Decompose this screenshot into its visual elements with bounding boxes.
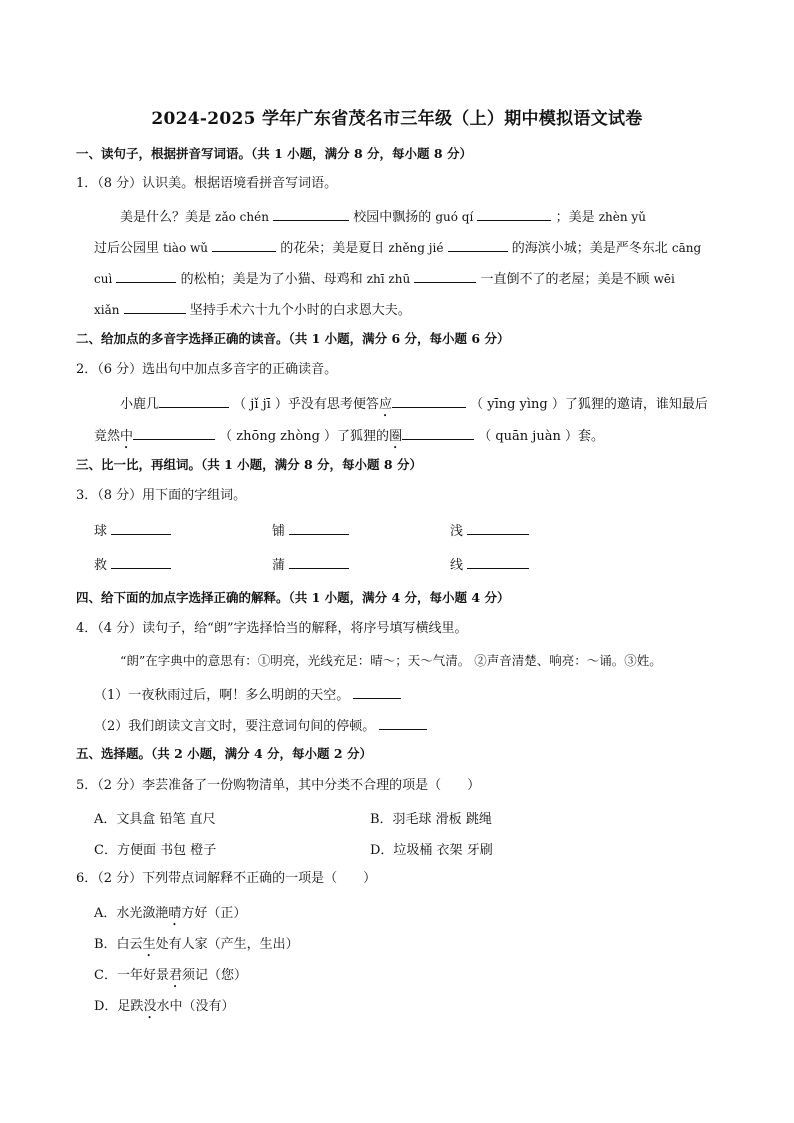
section-2-heading: 二、给加点的多音字选择正确的读音。（共 1 小题，满分 6 分，每小题 6 分） (76, 331, 510, 346)
pinyin: cāng (671, 241, 702, 255)
answer-blank[interactable] (111, 554, 171, 569)
pinyin: zhī zhū (366, 272, 411, 286)
q1-line-1 (120, 206, 646, 227)
dotted-char: 中 (120, 429, 134, 444)
q1-text: 的海滨小城；美是严冬东北 (507, 241, 672, 256)
q6-option-d[interactable]: D．足跌没水中（没有） (94, 999, 235, 1014)
q2-text: （ yīng yìng ）了狐狸的邀请，谁知最后 (470, 397, 708, 412)
section-4-heading: 四、给下面的加点字选择正确的解释。（共 1 小题，满分 4 分，每小题 4 分） (76, 590, 510, 605)
dotted-char: 晴 (168, 906, 182, 921)
pinyin: zhèn yǔ (598, 210, 646, 224)
pinyin: xiǎn (94, 303, 120, 317)
q4-sentence-2: （2）我们朗读文言文时，要注意词句间的停顿。 (94, 715, 427, 736)
answer-blank[interactable] (467, 520, 529, 535)
answer-blank[interactable] (477, 206, 551, 221)
q2-text: 竟然 (94, 429, 121, 444)
q6-option-a[interactable]: A．水光潋滟晴方好（正） (94, 906, 247, 921)
dotted-char: 圈 (389, 429, 403, 444)
answer-blank[interactable] (273, 206, 349, 221)
q6-stem: 6．（2 分）下列带点词解释不正确的一项是（ ） (76, 871, 377, 886)
pinyin: wēi (653, 272, 675, 286)
q5-option-b[interactable]: B．羽毛球 滑板 跳绳 (370, 812, 492, 827)
answer-blank[interactable] (116, 268, 176, 283)
q6-option-c[interactable]: C．一年好景君须记（您） (94, 968, 247, 983)
q2-text: （ zhōng zhòng ）了狐狸的 (219, 429, 390, 444)
q2-text: （ quān juàn ）套。 (478, 429, 604, 444)
q2-text: （ jǐ jī ）乎没有思考便答 (233, 397, 379, 412)
q3-stem: 3．（8 分）用下面的字组词。 (76, 488, 247, 503)
section-1-heading: 一、读句子，根据拼音写词语。（共 1 小题，满分 8 分，每小题 8 分） (76, 146, 472, 161)
pinyin: guó qí (435, 210, 474, 224)
pinyin: cuì (94, 272, 113, 286)
section-3-heading: 三、比一比，再组词。（共 1 小题，满分 8 分，每小题 8 分） (76, 457, 422, 472)
q5-stem: 5．（2 分）李芸准备了一份购物清单，其中分类不合理的项是（ ） (76, 778, 481, 793)
pinyin: zǎo chén (215, 210, 269, 224)
answer-blank[interactable] (414, 268, 476, 283)
word-item: 球 (94, 520, 171, 539)
answer-blank[interactable] (392, 393, 466, 408)
answer-blank[interactable] (289, 520, 349, 535)
pinyin: tiào wǔ (163, 241, 208, 255)
q4-sentence-1: （1）一夜秋雨过后，啊！多么明朗的天空。 (94, 684, 401, 705)
answer-blank[interactable] (353, 684, 401, 699)
q6-option-b[interactable]: B．白云生处有人家（产生，生出） (94, 937, 299, 952)
answer-blank[interactable] (133, 425, 215, 440)
answer-blank[interactable] (379, 715, 427, 730)
q2-line-1 (120, 393, 708, 420)
answer-blank[interactable] (159, 393, 229, 408)
answer-blank[interactable] (402, 425, 474, 440)
answer-blank[interactable] (467, 554, 529, 569)
q4-definition: “朗”在字典中的意思有：①明亮，光线充足：晴～；天～气清。 ②声音清楚、响亮：～诵。③姓。 (120, 653, 662, 668)
dotted-char: 没 (143, 999, 157, 1014)
q2-text: 小鹿几 (120, 397, 160, 412)
q5-option-c[interactable]: C．方便面 书包 橙子 (94, 843, 217, 858)
answer-blank[interactable] (289, 554, 349, 569)
q1-line-2 (94, 237, 701, 258)
pinyin: zhěng jié (388, 241, 444, 255)
q2-line-2 (94, 425, 604, 452)
q1-line-4 (94, 299, 411, 320)
answer-blank[interactable] (124, 299, 186, 314)
exam-title: 2024-2025 学年广东省茂名市三年级（上）期中模拟语文试卷 (151, 109, 643, 129)
word-item: 蒲 (272, 554, 349, 573)
q1-text: 的松柏；美是为了小猫、母鸡和 (176, 272, 367, 287)
section-5-heading: 五、选择题。（共 2 小题，满分 4 分，每小题 2 分） (76, 746, 372, 761)
q1-text: 坚持手术六十九个小时的白求恩大夫。 (185, 303, 411, 318)
dotted-char: 生 (142, 937, 156, 952)
q1-text: 美是什么？美是 (120, 210, 216, 225)
dotted-char: 应 (378, 397, 392, 412)
q2-stem: 2．（6 分）选出句中加点多音字的正确读音。 (76, 362, 338, 377)
answer-blank[interactable] (448, 237, 508, 252)
q1-text: 校园中飘扬的 (349, 210, 436, 225)
q1-stem: 1．（8 分）认识美。根据语境看拼音写词语。 (76, 176, 338, 191)
q1-line-3 (94, 268, 675, 289)
q1-text: 的花朵；美是夏日 (276, 241, 389, 256)
q1-text: 一直倒不了的老屋；美是不顾 (476, 272, 654, 287)
q4-stem: 4．（4 分）读句子，给“朗”字选择恰当的解释，将序号填写横线里。 (76, 621, 468, 636)
q5-option-d[interactable]: D．垃圾桶 衣架 牙刷 (370, 843, 493, 858)
word-item: 救 (94, 554, 171, 573)
q1-text: 过后公园里 (94, 241, 164, 256)
word-item: 线 (450, 554, 529, 573)
word-item: 浅 (450, 520, 529, 539)
answer-blank[interactable] (212, 237, 276, 252)
q5-option-a[interactable]: A．文具盒 铅笔 直尺 (94, 812, 216, 827)
answer-blank[interactable] (111, 520, 171, 535)
q1-text: ；美是 (551, 210, 599, 225)
word-item: 铺 (272, 520, 349, 539)
dotted-char: 君 (168, 968, 182, 983)
